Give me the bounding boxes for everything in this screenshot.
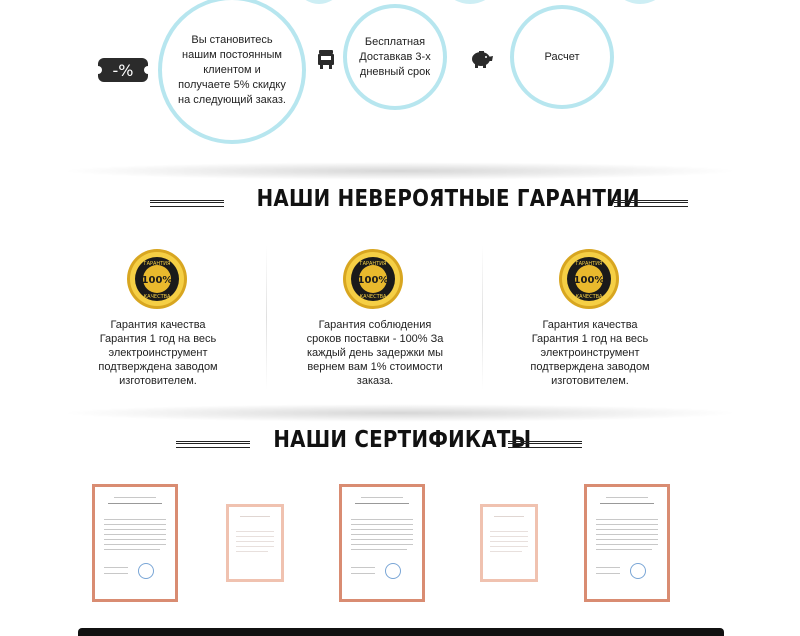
piggy-bank-icon: [469, 48, 493, 70]
truck-icon: [316, 49, 336, 71]
medal-percent: 100%: [573, 275, 605, 286]
certificate-thumbnail[interactable]: [339, 484, 425, 602]
footer-bar: [78, 628, 724, 636]
quality-medal-icon: [558, 248, 620, 310]
quality-medal-icon: [342, 248, 404, 310]
medal-bottom-text: КАЧЕСТВА: [575, 294, 603, 300]
column-divider: [266, 245, 267, 390]
regular-client-text: Вы становитесь нашим постоянным клиентом и получаете 5% скидку на следующий заказ.: [178, 33, 286, 106]
heading-line-left: [176, 441, 250, 448]
certificate-thumbnail[interactable]: [92, 484, 178, 602]
guarantee-text: Гарантия качества Гарантия 1 год на весь электроинструмент подтверждена заводом изготовителем.: [98, 319, 218, 387]
delivery-circle: [343, 4, 447, 110]
certificates-title: НАШИ СЕРТИФИКАТЫ: [273, 427, 532, 453]
guarantees-title: НАШИ НЕВЕРОЯТНЫЕ ГАРАНТИИ: [256, 186, 640, 212]
medal-percent: 100%: [357, 275, 389, 286]
top-circle-decoration: [600, 0, 680, 4]
certificate-thumbnail[interactable]: [480, 504, 538, 582]
payment-text: Расчет: [544, 50, 580, 63]
payment-circle: [510, 5, 614, 109]
regular-client-circle: [158, 0, 306, 144]
top-circle-decoration: [284, 0, 354, 4]
medal-top-text: ГАРАНТИЯ: [359, 261, 387, 267]
guarantee-text: Гарантия качества Гарантия 1 год на весь электроинструмент подтверждена заводом изготовителем.: [530, 319, 650, 387]
heading-line-left: [150, 200, 224, 207]
medal-percent: 100%: [141, 275, 173, 286]
medal-bottom-text: КАЧЕСТВА: [359, 294, 387, 300]
column-divider: [482, 245, 483, 390]
discount-badge-label: -%: [112, 60, 134, 80]
certificate-thumbnail[interactable]: [584, 484, 670, 602]
medal-bottom-text: КАЧЕСТВА: [143, 294, 171, 300]
top-circle-decoration: [430, 0, 510, 4]
quality-medal-icon: [126, 248, 188, 310]
section-shadow: [60, 404, 740, 422]
delivery-text: Бесплатная Доставкав 3-х дневный срок: [359, 35, 431, 78]
medal-top-text: ГАРАНТИЯ: [143, 261, 171, 267]
guarantee-text: Гарантия соблюдения сроков поставки - 100% За каждый день задержки мы вернем вам 1% стоимости заказа.: [306, 319, 444, 387]
section-shadow: [60, 162, 740, 180]
heading-line-right: [508, 441, 582, 448]
certificate-thumbnail[interactable]: [226, 504, 284, 582]
medal-top-text: ГАРАНТИЯ: [575, 261, 603, 267]
heading-line-right: [614, 200, 688, 207]
discount-badge: [98, 58, 148, 82]
